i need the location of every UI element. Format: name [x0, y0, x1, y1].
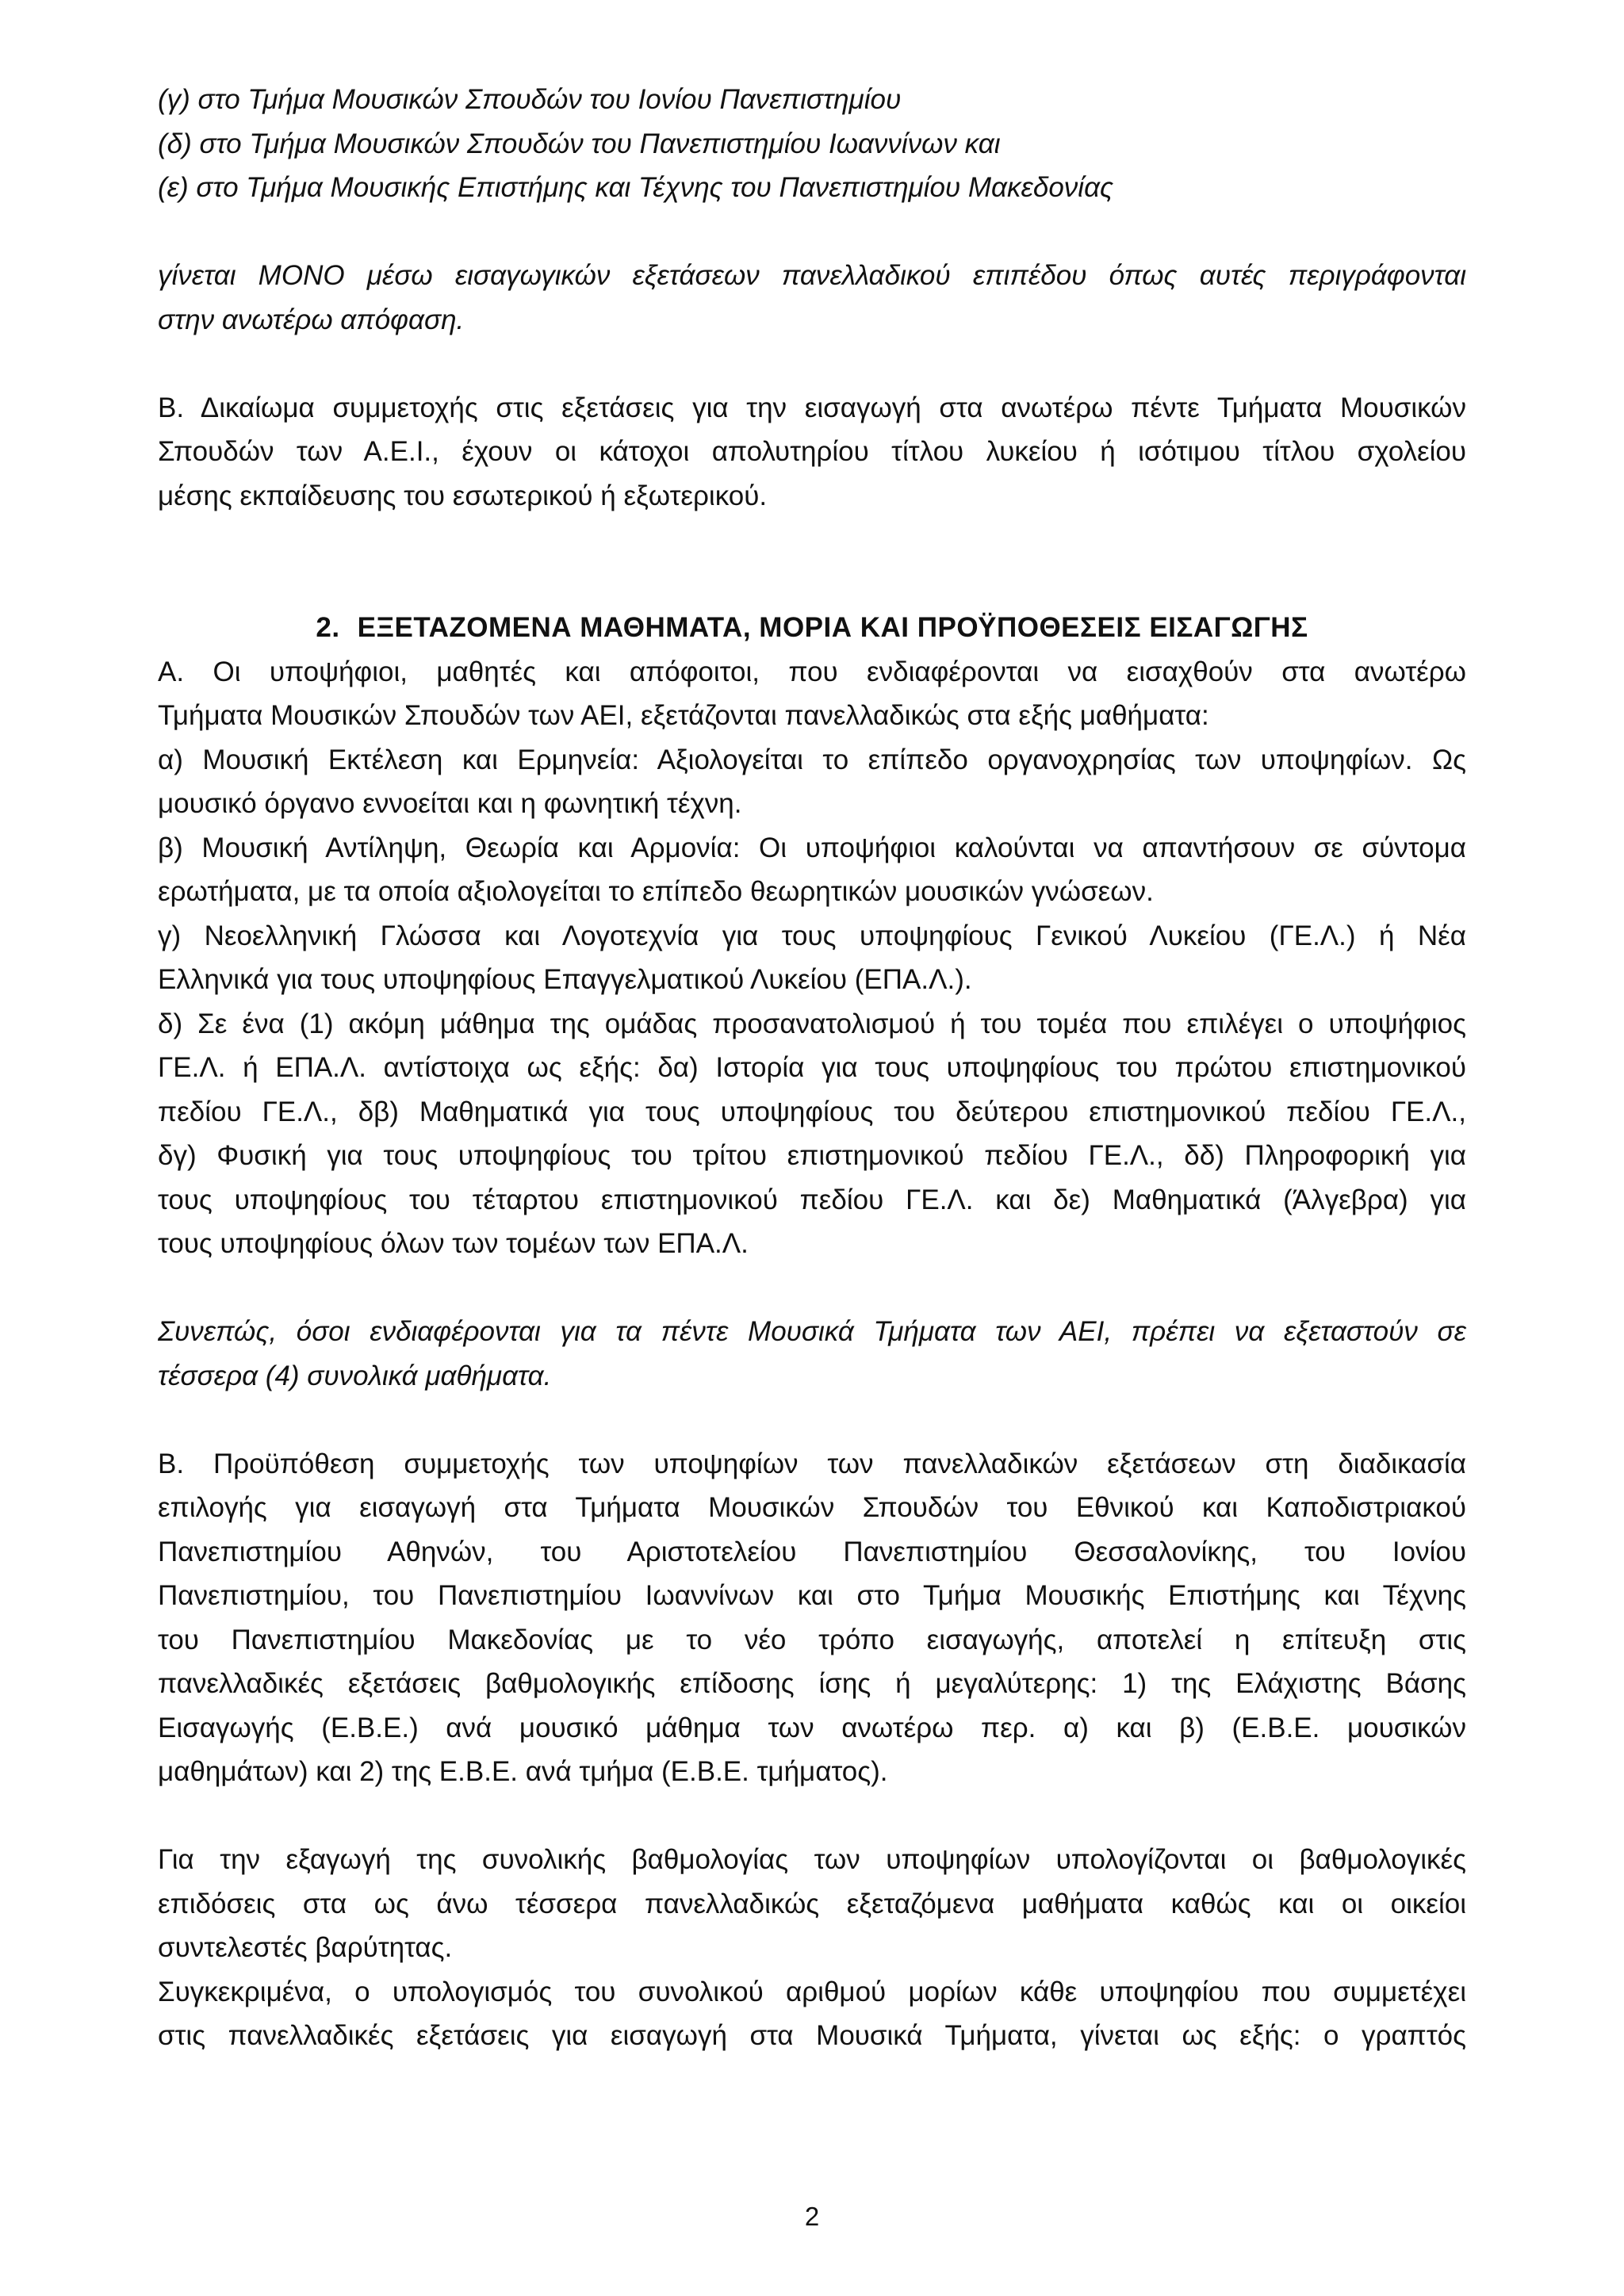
paragraph-line: πανελλαδικές εξετάσεις βαθμολογικής επίδοσης ίσης ή μεγαλύτερης: 1) της Ελάχιστης Βάσης	[158, 1668, 1466, 1699]
paragraph-line: Εισαγωγής (Ε.Β.Ε.) ανά μουσικό μάθημα των ανωτέρω περ. α) και β) (Ε.Β.Ε. μουσικών	[158, 1712, 1466, 1743]
paragraph-line: μουσικό όργανο εννοείται και η φωνητική τέχνη.	[158, 788, 742, 819]
paragraph-line: δ) Σε ένα (1) ακόμη μάθημα της ομάδας προσανατολισμού ή του τομέα που επιλέγει ο υποψήφιος	[158, 1008, 1466, 1039]
paragraph-line: πεδίου ΓΕ.Λ., δβ) Μαθηματικά για τους υποψηφίους του δεύτερου επιστημονικού πεδίου ΓΕ.Λ.,	[158, 1096, 1466, 1127]
paragraph-exam-subjects	[158, 650, 1466, 1266]
paragraph-line: Α. Οι υποψήφιοι, μαθητές και απόφοιτοι, που ενδιαφέρονται να εισαχθούν στα ανωτέρω	[158, 656, 1466, 687]
paragraph-line: Συγκεκριμένα, ο υπολογισμός του συνολικού αριθμού μορίων κάθε υποψηφίου που συμμετέχει	[158, 1976, 1466, 2007]
paragraph-line: γίνεται ΜΟΝΟ μέσω εισαγωγικών εξετάσεων πανελλαδικού επιπέδου όπως αυτές περιγράφονται	[158, 260, 1466, 291]
section-heading	[158, 606, 1466, 650]
paragraph-prerequisite	[158, 1442, 1466, 1794]
list-item: (γ) στο Τμήμα Μουσικών Σπουδών του Ιονίου Πανεπιστημίου	[158, 84, 902, 115]
paragraph-line: τους υποψηφίους του τέταρτου επιστημονικού πεδίου ΓΕ.Λ. και δε) Μαθηματικά (Άλγεβρα) για	[158, 1184, 1466, 1215]
paragraph-line: τους υποψηφίους όλων των τομέων των ΕΠΑ.Λ.	[158, 1228, 749, 1259]
paragraph-line: β) Μουσική Αντίληψη, Θεωρία και Αρμονία: Οι υποψήφιοι καλούνται να απαντήσουν σε σύντομα	[158, 832, 1466, 863]
page-number: 2	[804, 2202, 820, 2231]
paragraph-line: τέσσερα (4) συνολικά μαθήματα.	[158, 1360, 552, 1391]
paragraph-line: γ) Νεοελληνική Γλώσσα και Λογοτεχνία για τους υποψηφίους Γενικού Λυκείου (ΓΕ.Λ.) ή Νέα	[158, 920, 1466, 951]
paragraph-line: ερωτήματα, με τα οποία αξιολογείται το επίπεδο θεωρητικών μουσικών γνώσεων.	[158, 876, 1154, 907]
page-content	[158, 78, 1466, 2058]
paragraph-line: Συνεπώς, όσοι ενδιαφέρονται για τα πέντε Μουσικά Τμήματα των ΑΕΙ, πρέπει να εξεταστούν σε	[158, 1316, 1466, 1347]
section-heading-title: ΕΞΕΤΑΖΟΜΕΝΑ ΜΑΘΗΜΑΤΑ, ΜΟΡΙΑ ΚΑΙ ΠΡΟΫΠΟΘΕΣΕΙΣ ΕΙΣΑΓΩΓΗΣ	[357, 612, 1308, 643]
intro-note	[158, 254, 1466, 342]
paragraph-line: μέσης εκπαίδευσης του εσωτερικού ή εξωτερικού.	[158, 480, 768, 511]
intro-list	[158, 78, 1466, 210]
paragraph-line: Πανεπιστημίου Αθηνών, του Αριστοτελείου Πανεπιστημίου Θεσσαλονίκης, του Ιονίου	[158, 1536, 1466, 1567]
paragraph-line: ΓΕ.Λ. ή ΕΠΑ.Λ. αντίστοιχα ως εξής: δα) Ιστορία για τους υποψηφίους του πρώτου επιστημονικού	[158, 1052, 1466, 1083]
paragraph-line: επιλογής για εισαγωγή στα Τμήματα Μουσικών Σπουδών του Εθνικού και Καποδιστριακού	[158, 1492, 1466, 1523]
paragraph-line: στην ανωτέρω απόφαση.	[158, 304, 465, 335]
paragraph-line: στις πανελλαδικές εξετάσεις για εισαγωγή στα Μουσικά Τμήματα, γίνεται ως εξής: ο γραπτός	[158, 2020, 1466, 2051]
list-item: (δ) στο Τμήμα Μουσικών Σπουδών του Πανεπιστημίου Ιωαννίνων και	[158, 128, 1001, 159]
paragraph-line: Τμήματα Μουσικών Σπουδών των ΑΕΙ, εξετάζονται πανελλαδικώς στα εξής μαθήματα:	[158, 700, 1209, 731]
section-heading-number: 2.	[316, 612, 340, 643]
paragraph-line: Πανεπιστημίου, του Πανεπιστημίου Ιωαννίνων και στο Τμήμα Μουσικής Επιστήμης και Τέχνης	[158, 1580, 1466, 1611]
paragraph-line: μαθημάτων) και 2) της Ε.Β.Ε. ανά τμήμα (Ε.Β.Ε. τμήματος).	[158, 1756, 888, 1787]
paragraph-line: του Πανεπιστημίου Μακεδονίας με το νέο τρόπο εισαγωγής, αποτελεί η επίτευξη στις	[158, 1624, 1466, 1655]
paragraph-line: συντελεστές βαρύτητας.	[158, 1932, 453, 1963]
paragraph-line: Ελληνικά για τους υποψηφίους Επαγγελματικού Λυκείου (ΕΠΑ.Λ.).	[158, 964, 972, 995]
paragraph-line: επιδόσεις στα ως άνω τέσσερα πανελλαδικώς εξεταζόμενα μαθήματα καθώς και οι οικείοι	[158, 1888, 1466, 1919]
list-item: (ε) στο Τμήμα Μουσικής Επιστήμης και Τέχνης του Πανεπιστημίου Μακεδονίας	[158, 172, 1114, 203]
paragraph-eligibility	[158, 386, 1466, 519]
paragraph-line: Σπουδών των Α.Ε.Ι., έχουν οι κάτοχοι απολυτηρίου τίτλου λυκείου ή ισότιμου τίτλου σχολείου	[158, 436, 1466, 467]
paragraph-conclusion	[158, 1310, 1466, 1398]
paragraph-grading	[158, 1838, 1466, 2058]
paragraph-line: δγ) Φυσική για τους υποψηφίους του τρίτου επιστημονικού πεδίου ΓΕ.Λ., δδ) Πληροφορική για	[158, 1140, 1466, 1171]
paragraph-line: Για την εξαγωγή της συνολικής βαθμολογίας των υποψηφίων υπολογίζονται οι βαθμολογικές	[158, 1844, 1466, 1875]
paragraph-line: Β. Προϋπόθεση συμμετοχής των υποψηφίων των πανελλαδικών εξετάσεων στη διαδικασία	[158, 1448, 1466, 1479]
paragraph-line: Β. Δικαίωμα συμμετοχής στις εξετάσεις για την εισαγωγή στα ανωτέρω πέντε Τμήματα Μουσικών	[158, 392, 1466, 423]
paragraph-line: α) Μουσική Εκτέλεση και Ερμηνεία: Αξιολογείται το επίπεδο οργανοχρησίας των υποψηφίων. Ως	[158, 744, 1466, 775]
